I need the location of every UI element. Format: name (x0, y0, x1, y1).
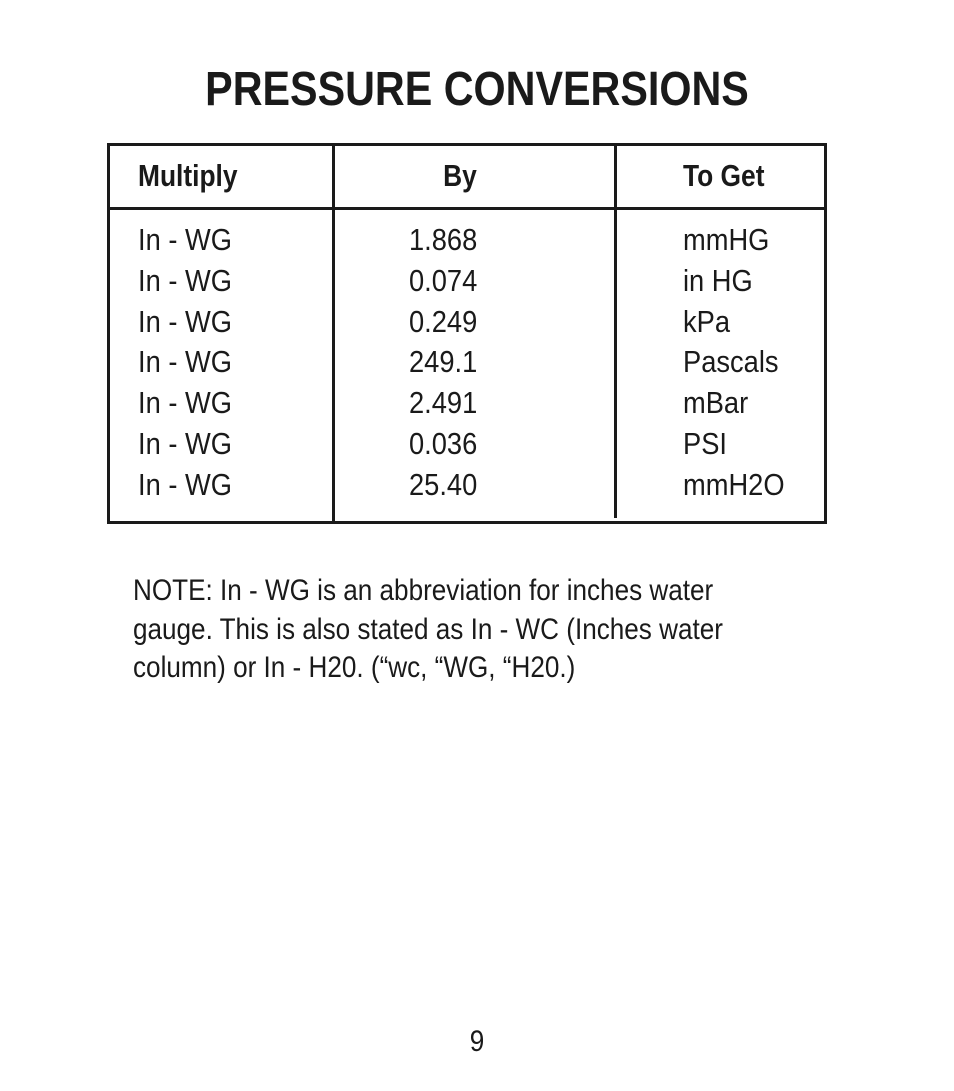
table-row (110, 220, 824, 261)
note-line: gauge. This is also stated as In - WC (Inches water (133, 612, 723, 646)
cell-multiply: In - WG (138, 466, 232, 502)
cell-multiply: In - WG (138, 385, 232, 421)
cell-to-get: mBar (683, 385, 749, 421)
table-row (110, 342, 824, 383)
header-to-get: To Get (683, 158, 765, 193)
cell-to-get: in HG (683, 262, 753, 298)
table-body (110, 220, 824, 506)
page-number: 9 (469, 1025, 485, 1058)
cell-by: 0.249 (409, 303, 478, 339)
cell-by: 0.074 (409, 262, 478, 298)
table-row (110, 424, 824, 465)
cell-to-get: kPa (683, 303, 731, 339)
cell-to-get: PSI (683, 425, 727, 461)
table-row (110, 261, 824, 302)
cell-multiply: In - WG (138, 303, 232, 339)
header-by: By (443, 158, 477, 193)
cell-to-get: Pascals (683, 344, 779, 380)
table-row (110, 302, 824, 343)
cell-multiply: In - WG (138, 425, 232, 461)
header-rule (110, 207, 824, 210)
cell-by: 1.868 (409, 222, 478, 257)
cell-by: 249.1 (409, 344, 478, 380)
cell-multiply: In - WG (138, 344, 232, 380)
cell-by: 2.491 (409, 385, 478, 421)
page-title: PRESSURE CONVERSIONS (205, 63, 749, 116)
cell-multiply: In - WG (138, 262, 232, 298)
header-multiply: Multiply (138, 158, 238, 193)
cell-by: 25.40 (409, 466, 478, 502)
cell-to-get: mmH2O (683, 466, 785, 502)
note-paragraph (133, 572, 794, 688)
note-line: NOTE: In - WG is an abbreviation for inches water (133, 574, 714, 607)
conversion-table (107, 143, 827, 524)
note-line: column) or In - H20. (“wc, “WG, “H20.) (133, 651, 576, 684)
cell-multiply: In - WG (138, 222, 232, 257)
table-row (110, 383, 824, 424)
cell-by: 0.036 (409, 425, 478, 461)
cell-to-get: mmHG (683, 222, 770, 257)
table-row (110, 465, 824, 506)
